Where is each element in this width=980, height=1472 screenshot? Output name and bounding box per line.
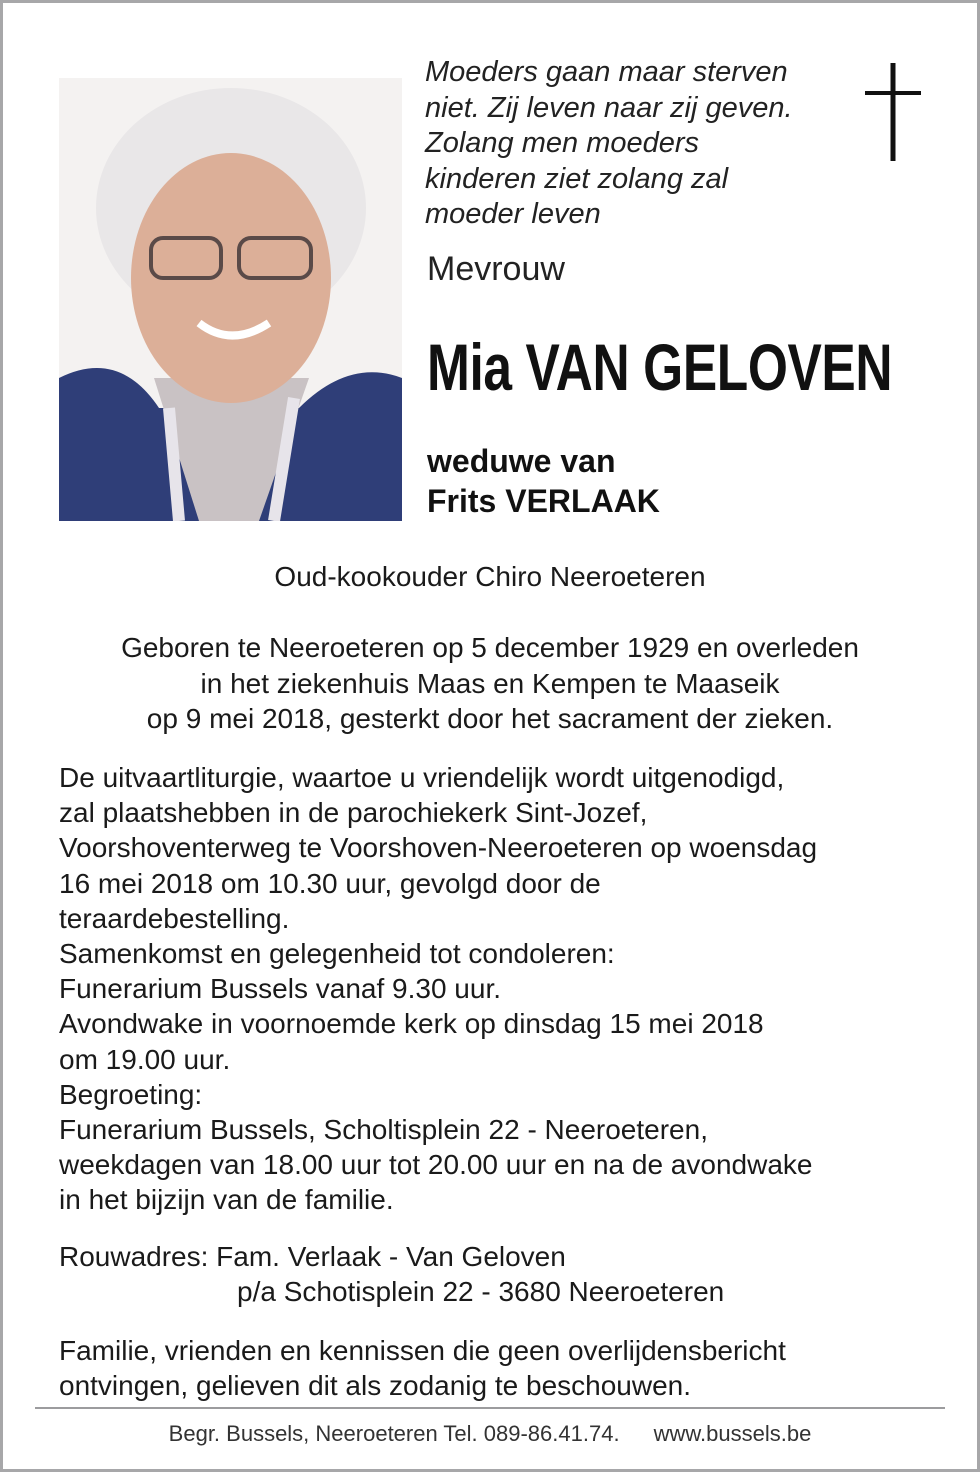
memorial-quote [425, 55, 793, 233]
text-line: teraardebestelling. [59, 902, 290, 934]
funeral-details [59, 760, 817, 1218]
role-text: Oud-kookouder Chiro Neeroeteren [274, 561, 706, 592]
deceased-name: Mia VAN GELOVEN [427, 330, 893, 404]
text-line: Geboren te Neeroeteren op 5 december 1929 en overleden [121, 632, 859, 663]
notice-text [59, 1333, 786, 1403]
text-line: in het bijzijn van de familie. [59, 1184, 394, 1216]
quote-line: niet. Zij leven naar zij geven. [425, 91, 793, 124]
quote-line: moeder leven [425, 198, 601, 230]
text-line: p/a Schotisplein 22 - 3680 Neeroeteren [237, 1276, 725, 1308]
funeral-home-info: Begr. Bussels, Neeroeteren Tel. 089-86.41.74. [168, 1421, 620, 1446]
spouse-name: Frits VERLAAK [427, 483, 660, 519]
divider [35, 1407, 945, 1409]
text-line: Funerarium Bussels, Scholtisplein 22 - Neeroeteren, [59, 1114, 708, 1146]
text-line: in het ziekenhuis Maas en Kempen te Maaseik [200, 667, 780, 699]
text-line: De uitvaartliturgie, waartoe u vriendelijk wordt uitgenodigd, [59, 762, 785, 793]
widow-label: weduwe van [427, 443, 616, 479]
text-line: Samenkomst en gelegenheid tot condoleren: [59, 938, 615, 970]
text-line: 16 mei 2018 om 10.30 uur, gevolgd door de [59, 867, 601, 899]
text-line: om 19.00 uur. [59, 1043, 231, 1075]
text-line: Voorshoventerweg te Voorshoven-Neeroeteren op woensdag [59, 832, 818, 864]
text-line: zal plaatshebben in de parochiekerk Sint-Jozef, [59, 797, 648, 829]
quote-line: Zolang men moeders [425, 127, 700, 159]
text-line: ontvingen, gelieven dit als zodanig te beschouwen. [59, 1370, 691, 1402]
footer [3, 1421, 977, 1447]
quote-line: Moeders gaan maar sterven [425, 56, 788, 88]
text-line: Avondwake in voornoemde kerk op dinsdag 15 mei 2018 [59, 1008, 764, 1040]
text-line: Begroeting: [59, 1078, 203, 1110]
birth-death-info [3, 630, 977, 737]
portrait-photo [59, 78, 402, 521]
text-line: weekdagen van 18.00 uur tot 20.00 uur en na de avondwake [59, 1149, 813, 1181]
text-line: op 9 mei 2018, gesterkt door het sacrament der zieken. [146, 703, 834, 734]
text-line: Familie, vrienden en kennissen die geen overlijdensbericht [59, 1335, 786, 1366]
text-line: Rouwadres: Fam. Verlaak - Van Geloven [59, 1241, 566, 1272]
widow-of [427, 441, 660, 521]
quote-line: kinderen ziet zolang zal [425, 162, 729, 195]
honorific: Mevrouw [427, 250, 565, 288]
text-line: Funerarium Bussels vanaf 9.30 uur. [59, 973, 502, 1005]
mourning-address [59, 1239, 724, 1309]
cross-icon [865, 63, 921, 161]
website-link[interactable]: www.bussels.be [653, 1421, 812, 1446]
